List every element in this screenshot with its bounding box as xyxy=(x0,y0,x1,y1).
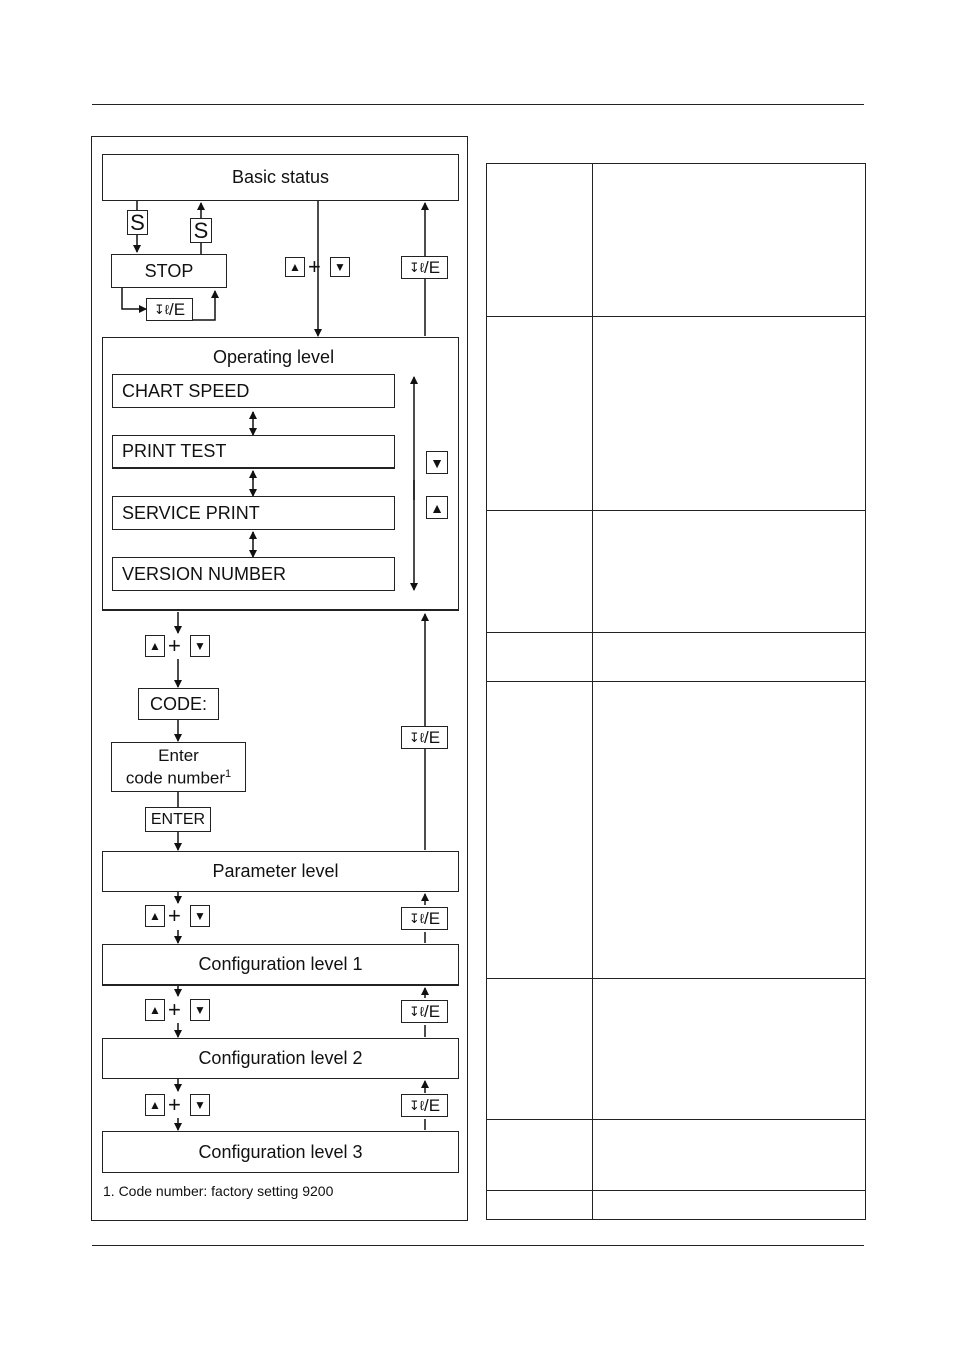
exit-key-text: /E xyxy=(424,727,441,747)
configuration-level-2-label: Configuration level 2 xyxy=(198,1048,363,1068)
exit-key-text: /E xyxy=(169,299,186,319)
up-key-icon: ▲ xyxy=(145,999,165,1021)
up-key-icon: ▲ xyxy=(426,496,448,519)
exit-key-icon xyxy=(401,256,448,279)
basic-status-box xyxy=(102,154,459,201)
s-key-label: S xyxy=(130,209,145,235)
operating-level-title: Operating level xyxy=(213,347,335,367)
paper-feed-icon: ↧ℓ xyxy=(408,729,425,745)
configuration-level-1-box xyxy=(102,944,459,986)
enter-key-label: ENTER xyxy=(150,810,206,828)
s-key-icon xyxy=(190,218,212,243)
configuration-level-2-box xyxy=(102,1038,459,1079)
down-key-icon: ▼ xyxy=(190,1094,210,1116)
parameter-level-label: Parameter level xyxy=(212,861,339,881)
exit-key-icon xyxy=(401,907,448,930)
basic-status-label: Basic status xyxy=(231,167,330,187)
enter-code-line2-wrap xyxy=(126,765,231,788)
down-key-icon: ▼ xyxy=(330,257,350,277)
print-test-label: PRINT TEST xyxy=(122,441,227,461)
chart-speed-item xyxy=(112,374,395,408)
enter-code-line1: Enter xyxy=(158,745,199,765)
configuration-level-1-label: Configuration level 1 xyxy=(198,954,363,974)
exit-key-icon xyxy=(146,298,193,321)
version-number-label: VERSION NUMBER xyxy=(122,563,287,584)
enter-key-icon xyxy=(145,807,211,832)
down-key-icon: ▼ xyxy=(190,999,210,1021)
s-key-icon xyxy=(127,210,148,235)
code-box xyxy=(138,688,219,720)
configuration-level-3-box xyxy=(102,1131,459,1173)
footnote-text: 1. Code number: factory setting 9200 xyxy=(103,1183,334,1199)
paper-feed-icon: ↧ℓ xyxy=(408,1003,425,1019)
exit-key-icon xyxy=(401,726,448,749)
exit-key-text: /E xyxy=(424,257,441,277)
enter-code-number-box xyxy=(111,742,246,792)
stop-label: STOP xyxy=(144,260,194,281)
paper-feed-icon: ↧ℓ xyxy=(408,1097,425,1113)
plus-sign: + xyxy=(168,633,181,658)
paper-feed-icon: ↧ℓ xyxy=(408,910,425,926)
exit-key-icon xyxy=(401,1000,448,1023)
footnote-marker: 1 xyxy=(225,767,232,780)
paper-feed-icon: ↧ℓ xyxy=(153,301,170,317)
chart-speed-label: CHART SPEED xyxy=(122,380,250,401)
up-key-icon: ▲ xyxy=(285,257,305,277)
exit-key-text: /E xyxy=(424,908,441,928)
enter-code-line2: code number xyxy=(125,768,226,788)
plus-sign: + xyxy=(168,997,181,1022)
service-print-item xyxy=(112,496,395,530)
down-key-icon: ▼ xyxy=(426,451,448,474)
version-number-item xyxy=(112,557,395,591)
service-print-label: SERVICE PRINT xyxy=(122,502,260,523)
exit-key-icon xyxy=(401,1094,448,1117)
up-key-icon: ▲ xyxy=(145,905,165,927)
exit-key-text: /E xyxy=(424,1095,441,1115)
down-key-icon: ▼ xyxy=(190,635,210,657)
plus-sign: + xyxy=(168,1092,181,1117)
plus-sign: + xyxy=(168,903,181,928)
plus-sign: + xyxy=(308,254,321,279)
down-key-icon: ▼ xyxy=(190,905,210,927)
up-key-icon: ▲ xyxy=(145,635,165,657)
exit-key-text: /E xyxy=(424,1001,441,1021)
stop-box xyxy=(111,254,227,288)
configuration-level-3-label: Configuration level 3 xyxy=(198,1141,363,1162)
print-test-item xyxy=(112,435,395,469)
s-key-label: S xyxy=(193,217,209,243)
paper-feed-icon: ↧ℓ xyxy=(408,259,425,275)
code-label: CODE: xyxy=(149,693,207,714)
up-key-icon: ▲ xyxy=(145,1094,165,1116)
parameter-level-box xyxy=(102,851,459,892)
